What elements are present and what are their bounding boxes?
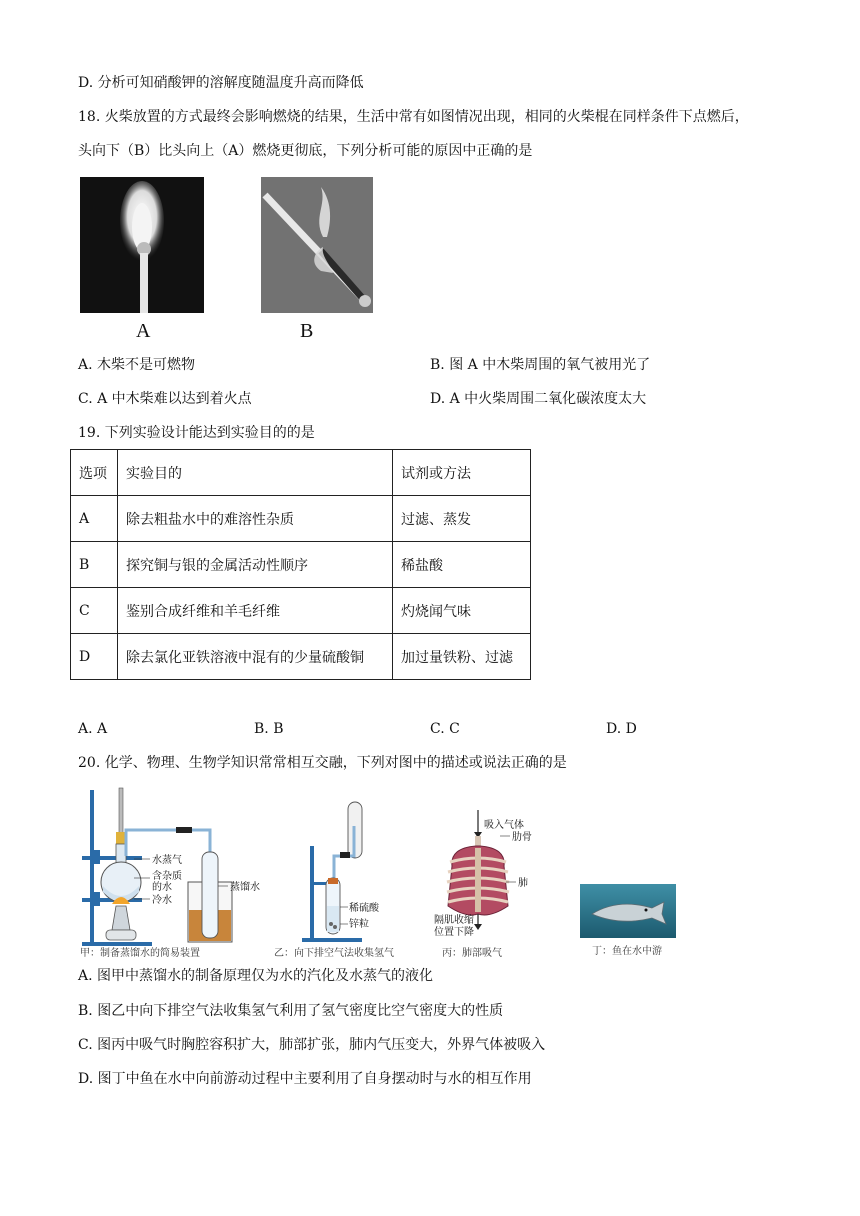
header-method: 试剂或方法 xyxy=(393,450,531,496)
q19-option-c: C. C xyxy=(430,721,460,737)
label-lungs: 肺 xyxy=(518,878,528,889)
table-row xyxy=(71,588,531,634)
header-purpose: 实验目的 xyxy=(118,450,393,496)
fish-swimming-figure xyxy=(578,880,678,958)
q20-option-d: D. 图丁中鱼在水中向前游动过程中主要利用了自身摆动时与水的相互作用 xyxy=(78,1071,532,1087)
row-a-option: A xyxy=(71,496,118,542)
row-b-method: 稀盐酸 xyxy=(393,542,531,588)
table-row xyxy=(71,542,531,588)
figure-yi-caption: 乙：向下排空气法收集氢气 xyxy=(274,948,394,958)
q20-stem: 20. 化学、物理、生物学知识常常相互交融，下列对图中的描述或说法正确的是 xyxy=(78,755,567,771)
label-diaphragm-contracts: 隔肌收缩 xyxy=(434,915,474,926)
table-row xyxy=(71,634,531,680)
label-inhaled-air: 吸入气体 xyxy=(484,820,524,831)
row-d-purpose: 除去氯化亚铁溶液中混有的少量硫酸铜 xyxy=(118,634,393,680)
label-steam: 水蒸气 xyxy=(152,855,182,866)
row-c-method: 灼烧闻气味 xyxy=(393,588,531,634)
q18-stem-line2: 头向下（B）比头向上（A）燃烧更彻底，下列分析可能的原因中正确的是 xyxy=(78,143,533,159)
q18-option-a: A. 木柴不是可燃物 xyxy=(78,357,196,373)
label-ribs: 肋骨 xyxy=(512,832,532,843)
figure-bing-caption: 丙：肺部吸气 xyxy=(442,948,502,958)
q17-option-d: D. 分析可知硝酸钾的溶解度随温度升高而降低 xyxy=(78,75,364,91)
experiment-table xyxy=(70,449,531,680)
q18-option-b: B. 图 A 中木柴周围的氧气被用光了 xyxy=(430,357,651,373)
q19-stem: 19. 下列实验设计能达到实验目的的是 xyxy=(78,425,315,441)
table-header-row xyxy=(71,450,531,496)
label-zinc-granules: 锌粒 xyxy=(349,919,369,930)
match-head-down-photo xyxy=(261,177,373,313)
q19-option-a: A. A xyxy=(78,721,108,737)
figure-jia-caption: 甲：制备蒸馏水的简易装置 xyxy=(80,948,200,958)
label-dilute-sulfuric-acid: 稀硫酸 xyxy=(349,903,379,914)
label-position-drops: 位置下降 xyxy=(434,927,474,938)
figure-ding-caption: 丁：鱼在水中游 xyxy=(592,946,662,957)
row-d-method: 加过量铁粉、过滤 xyxy=(393,634,531,680)
q18-option-c: C. A 中木柴难以达到着火点 xyxy=(78,391,252,407)
row-c-purpose: 鉴别合成纤维和羊毛纤维 xyxy=(118,588,393,634)
q18-stem-line1: 18. 火柴放置的方式最终会影响燃烧的结果，生活中常有如图情况出现，相同的火柴棍在同样条件下点燃后， xyxy=(78,109,749,125)
q20-option-b: B. 图乙中向下排空气法收集氢气利用了氢气密度比空气密度大的性质 xyxy=(78,1003,504,1019)
q18-option-d: D. A 中火柴周围二氧化碳浓度太大 xyxy=(430,391,647,407)
label-distilled-water: 蒸馏水 xyxy=(230,882,260,893)
q20-option-c: C. 图丙中吸气时胸腔容积扩大，肺部扩张，肺内气压变大，外界气体被吸入 xyxy=(78,1037,546,1053)
table-row xyxy=(71,496,531,542)
row-b-purpose: 探究铜与银的金属活动性顺序 xyxy=(118,542,393,588)
label-impure-water-2: 的水 xyxy=(152,882,172,893)
row-a-purpose: 除去粗盐水中的难溶性杂质 xyxy=(118,496,393,542)
hydrogen-collection-figure xyxy=(268,786,418,958)
match-head-up-photo xyxy=(80,177,204,313)
row-b-option: B xyxy=(71,542,118,588)
label-impure-water-1: 含杂质 xyxy=(152,871,182,882)
label-cold-water: 冷水 xyxy=(152,895,172,906)
distillation-apparatus-figure xyxy=(78,786,268,958)
figure-b-label: B xyxy=(300,320,314,342)
lung-inhalation-figure xyxy=(430,806,560,958)
q19-option-b: B. B xyxy=(254,721,284,737)
header-option: 选项 xyxy=(71,450,118,496)
row-a-method: 过滤、蒸发 xyxy=(393,496,531,542)
figure-a-label: A xyxy=(136,320,151,342)
row-c-option: C xyxy=(71,588,118,634)
q20-option-a: A. 图甲中蒸馏水的制备原理仅为水的汽化及水蒸气的液化 xyxy=(78,968,434,984)
q19-option-d: D. D xyxy=(606,721,637,737)
row-d-option: D xyxy=(71,634,118,680)
